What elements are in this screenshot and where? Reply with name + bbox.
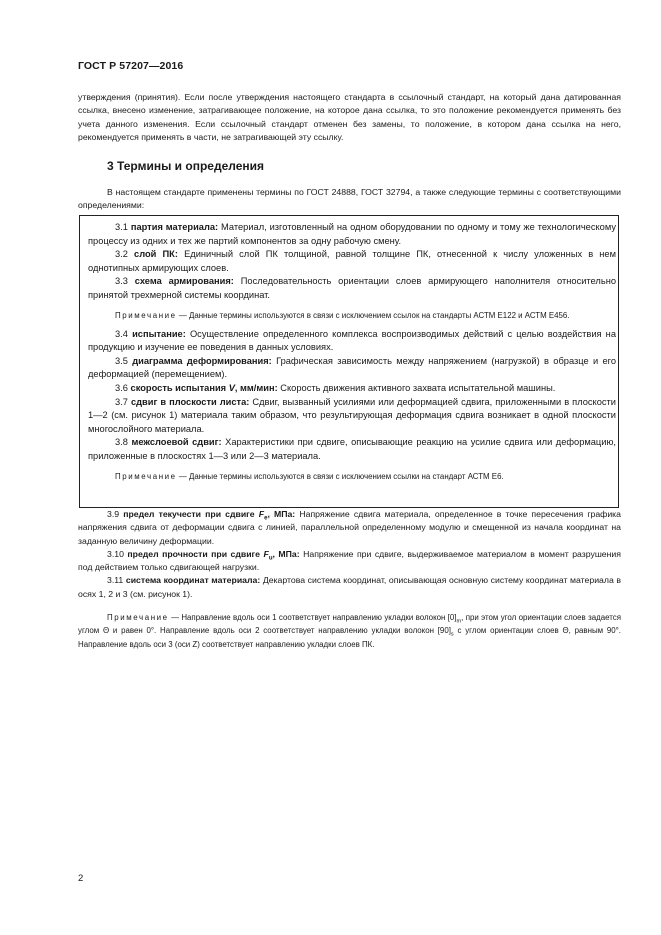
term-3-3 bbox=[88, 275, 616, 302]
term-definition: Материал, изготовленный на одном оборудовании по одному и тому же технологическому процессу из одних и тех же партий компонентов за одну рабочую смену. bbox=[88, 222, 616, 246]
term-number: 3.4 bbox=[115, 328, 128, 339]
term-definition: Единичный слой ПК толщиной, равной толщине ПК, отнесенной к числу уложенных в нем однотипных армирующих слоев. bbox=[88, 249, 616, 273]
term-3-5 bbox=[88, 355, 616, 382]
note-text-part: с углом ориентации слоев Θ, равным 90°. Направление вдоль оси 3 (оси Z) соответствует направлению укладки слоев ПК. bbox=[78, 626, 621, 649]
note-label: Примечание bbox=[115, 471, 177, 481]
note-2 bbox=[88, 470, 616, 483]
term-3-11 bbox=[78, 574, 621, 601]
term-number: 3.7 bbox=[115, 396, 128, 407]
note-dash: — bbox=[178, 310, 187, 320]
term-name: диаграмма деформирования: bbox=[132, 355, 272, 366]
term-definition: Декартова система координат, описывающая основную систему координат материала в осях 1, 2 и 3 (см. рисунок 1). bbox=[78, 575, 621, 599]
term-3-10 bbox=[78, 548, 621, 575]
note-dash: — bbox=[178, 471, 187, 481]
term-name: партия материала: bbox=[130, 222, 219, 232]
term-unit: , мм/мин: bbox=[234, 382, 278, 393]
term-name: схема армирования: bbox=[134, 276, 234, 287]
term-3-1 bbox=[88, 221, 616, 248]
term-number: 3.8 bbox=[115, 437, 128, 448]
term-3-4 bbox=[88, 328, 616, 355]
term-name: предел текучести при сдвиге $F_e$, МПа: bbox=[123, 509, 296, 522]
term-number: 3.5 bbox=[115, 355, 128, 366]
terms-continued bbox=[78, 508, 621, 657]
note-text-part: , при этом угол ориентации слоев задается углом Θ и равен 0°. Направление вдоль оси 2 соответствует направлению укладки волокон [90] bbox=[78, 613, 621, 636]
term-definition: Последовательность ориентации слоев армирующего наполнителя относительно принятой трехмерной системы координат. bbox=[88, 276, 616, 300]
document-header: ГОСТ Р 57207—2016 bbox=[78, 60, 184, 72]
term-definition: Напряжение сдвига материала, определенное в точке пересечения графика напряжения сдвига от деформации сдвига с линией, параллельной определенному модулю и смещенной из начала координат на заданную величину деформации. bbox=[78, 509, 621, 546]
term-name: предел прочности при сдвиге $F_u$, МПа: bbox=[127, 548, 300, 562]
term-name: система координат материала: bbox=[125, 575, 261, 586]
note-subscript: m bbox=[456, 618, 462, 625]
note-3 bbox=[78, 611, 621, 651]
term-3-6 bbox=[88, 382, 616, 396]
term-definition: Графическая зависимость между напряжением (нагрузкой) в образце и его деформацией (перемещением). bbox=[88, 355, 616, 380]
term-symbol: V bbox=[228, 382, 235, 393]
note-text-part: Направление вдоль оси 1 соответствует направлению укладки волокон [0] bbox=[181, 613, 457, 623]
term-subscript: e bbox=[264, 514, 268, 522]
term-number: 3.2 bbox=[115, 249, 128, 260]
note-dash: — bbox=[171, 613, 179, 623]
term-unit: , МПа: bbox=[267, 509, 296, 519]
section-title: 3 Термины и определения bbox=[107, 159, 265, 173]
term-definition: Характеристики при сдвиге, описывающие реакцию на усилие сдвига или деформацию, приложенные в плоскостях 1—3 или 2—3 материала. bbox=[88, 437, 616, 461]
term-number: 3.11 bbox=[107, 575, 124, 586]
term-definition: Осуществление определенного комплекса воспроизводимых действий с целью воздействия на продукцию и изучение ее поведения в данных условиях. bbox=[88, 328, 616, 353]
term-3-2 bbox=[88, 248, 616, 275]
term-name: межслоевой сдвиг: bbox=[131, 437, 222, 448]
term-symbol: F bbox=[263, 548, 269, 559]
term-name: сдвиг в плоскости листа: bbox=[130, 396, 250, 407]
note-subscript: s bbox=[450, 631, 454, 638]
term-3-8 bbox=[88, 436, 616, 463]
section-lead: В настоящем стандарте применены термины по ГОСТ 24888, ГОСТ 32794, а также следующие термины с соответствующими определениями: bbox=[78, 187, 621, 211]
term-subscript: u bbox=[268, 554, 273, 562]
term-name: испытание: bbox=[132, 328, 186, 339]
term-number: 3.10 bbox=[107, 548, 124, 559]
intro-paragraph: утверждения (принятия). Если после утверждения настоящего стандарта в ссылочный стандарт, на который дана датированная ссылка, внесено изменение, затрагивающее положение, на которое дана ссылка, то это положение рекомендуется применять без учета данного изменения. Если ссылочный стандарт отменен без замены, то положение, в котором дана ссылка на него, рекомендуется применять в части, не затрагивающей эту ссылку. bbox=[78, 92, 621, 143]
term-number: 3.1 bbox=[115, 222, 128, 232]
term-definition: Напряжение при сдвиге, выдерживаемое материалом в момент разрушения под действием только сдвигающей нагрузки. bbox=[78, 548, 621, 573]
term-definition: Сдвиг, вызванный усилиями или деформацией сдвига, приложенными в плоскости 1—2 (см. рисунок 1) материала таким образом, что результирующая деформация сдвига возникает в одной плоскости многослойного материала. bbox=[88, 396, 616, 434]
terms-box-content bbox=[88, 221, 616, 489]
note-label: Примечание bbox=[115, 310, 177, 320]
term-name: слой ПК: bbox=[134, 249, 178, 260]
term-number: 3.6 bbox=[115, 382, 128, 393]
term-number: 3.9 bbox=[107, 509, 120, 519]
terms-box bbox=[79, 215, 619, 508]
term-3-7 bbox=[88, 396, 616, 437]
term-3-9 bbox=[78, 508, 621, 548]
term-number: 3.3 bbox=[115, 276, 128, 287]
note-text: Данные термины используются в связи с исключением ссылки на стандарт АСТМ Е6. bbox=[188, 471, 504, 481]
page-number: 2 bbox=[78, 873, 84, 884]
term-unit: , МПа: bbox=[272, 548, 300, 559]
note-1 bbox=[88, 309, 616, 322]
term-symbol: F bbox=[258, 509, 265, 519]
term-name: скорость испытания V, мм/мин: bbox=[130, 382, 278, 393]
note-label: Примечание bbox=[107, 613, 169, 623]
term-definition: Скорость движения активного захвата испытательной машины. bbox=[280, 382, 556, 393]
note-text: Данные термины используются в связи с исключением ссылок на стандарты АСТМ Е122 и АСТМ Е456. bbox=[188, 310, 570, 320]
